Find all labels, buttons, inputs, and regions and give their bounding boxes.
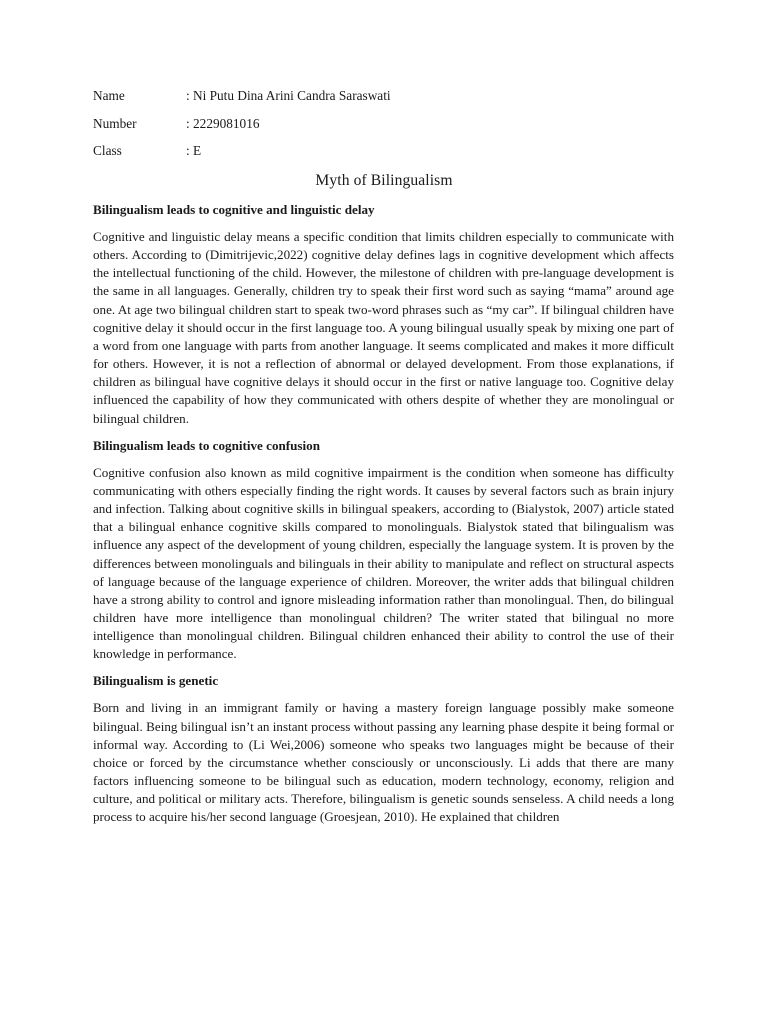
document-title: Myth of Bilingualism — [315, 172, 453, 189]
section-heading-genetic: Bilingualism is genetic — [93, 673, 219, 689]
section-paragraph-genetic: Born and living in an immigrant family or having a mastery foreign language possibly make someone bilingual. Being bilingual isn’t an instant process without passing any learning phase despite it being formal or informal way. According to (Li Wei,2006) someone who speaks two languages might be because of their choice or forced by the circumstance whether consciously or unconsciously. Li adds that there are many factors influencing someone to be bilingual such as education, modern technology, economy, religion and culture, and political or military acts. Therefore, bilingualism is genetic sounds senseless. A child needs a long process to acquire his/her second language (Groesjean, 2010). He explained that children — [93, 700, 674, 825]
section-paragraph-cognitive-confusion: Cognitive confusion also known as mild cognitive impairment is the condition when someone has difficulty communicating with others especially finding the right words. It causes by several factors such as brain injury and infection. Talking about cognitive skills in bilingual speakers, according to (Bialystok, 2007) article stated that a bilingual enhance cognitive skills compared to monolinguals. Bialystok stated that bilingualism was influence any aspect of the development of young children, especially the language system. It is proven by the differences between monolinguals and bilinguals in their ability to manipulate and reflect on structural aspects of language because of the language experience of children. Moreover, the writer adds that bilingual children have a strong ability to control and ignore misleading information rather than monolingual. Then, do bilingual children have more intelligence than monolingual children? The writer stated that bilingual no more intelligence than monolingual children. Bilingual children enhanced their ability to control the use of their knowledge in performance. — [93, 464, 674, 662]
number-row — [93, 114, 693, 142]
document-body — [93, 201, 674, 836]
class-row — [93, 141, 693, 169]
name-value: : Ni Putu Dina Arini Candra Saraswati — [186, 88, 391, 103]
section-paragraph-cognitive-linguistic-delay: Cognitive and linguistic delay means a specific condition that limits children especially to communicate with others. According to (Dimitrijevic,2022) cognitive delay defines lags in cognitive development which affects the intellectual functioning of the child. However, the milestone of children with pre-language development is the same in all languages. Generally, children try to speak their first word such as saying “mama” around age one. At age two bilingual children start to speak two-word phrases such as “my car”. If bilingual children have cognitive delay it should occur in the first language too. A young bilingual usually speak by mixing one part of a word from one language with parts from another language. It seems complicated and makes it more difficult for others. However, it is not a reflection of abnormal or delayed development. From those explanations, if children as bilingual have cognitive delays it should occur in the first or native language too. Cognitive delay influenced the capability of how they communicated with others despite of whether they are monolingual or bilingual children. — [93, 229, 674, 426]
number-value: : 2229081016 — [186, 115, 260, 131]
class-value: : E — [186, 143, 202, 158]
student-info-header — [93, 86, 693, 169]
class-label: Class — [93, 143, 122, 158]
name-label: Name — [93, 88, 125, 103]
name-row — [93, 86, 693, 114]
number-label: Number — [93, 115, 137, 131]
section-heading-cognitive-confusion: Bilingualism leads to cognitive confusion — [93, 437, 320, 453]
section-heading-cognitive-linguistic-delay: Bilingualism leads to cognitive and linguistic delay — [93, 202, 375, 217]
